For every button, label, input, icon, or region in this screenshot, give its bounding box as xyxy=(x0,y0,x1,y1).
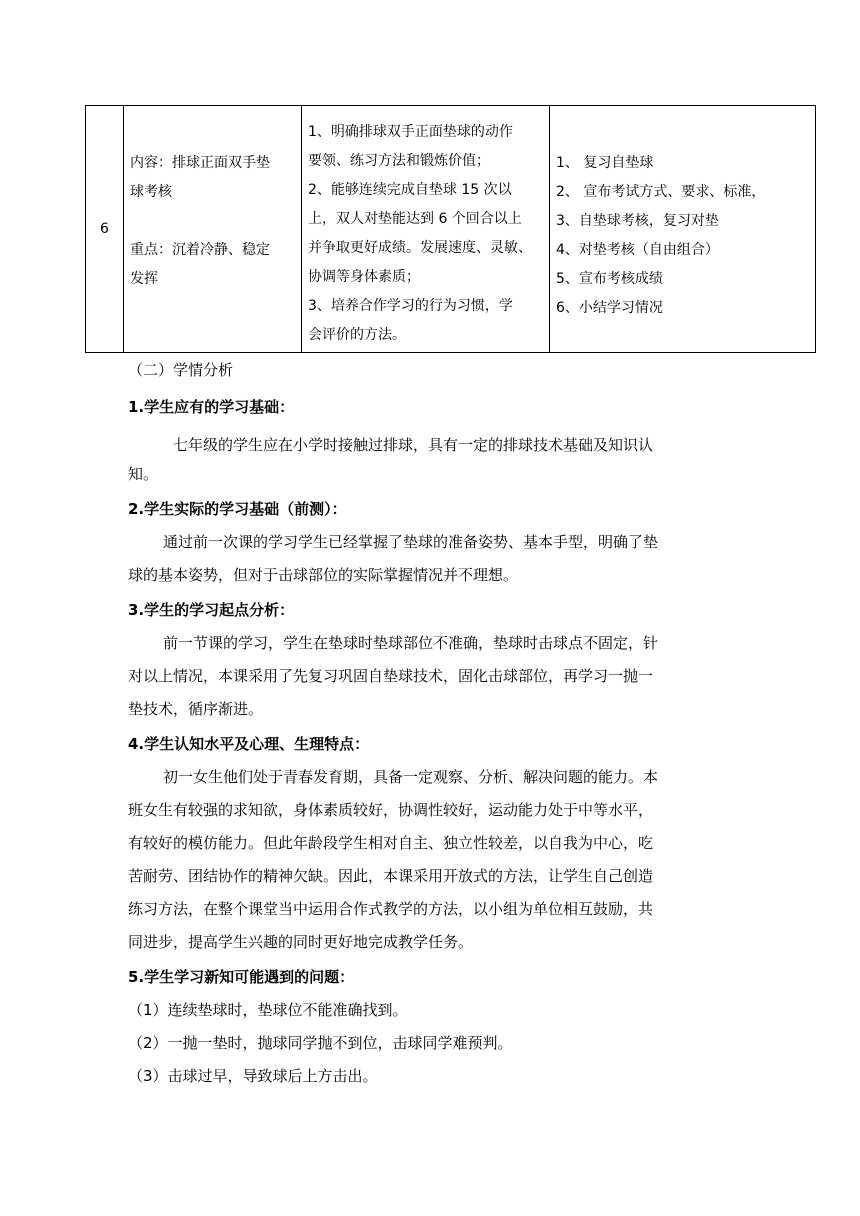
steps-cell xyxy=(550,106,816,353)
step-line: 1、 复习自垫球 xyxy=(556,155,654,171)
step-line: 3、自垫球考核，复习对垫 xyxy=(556,213,719,229)
paragraph-line: 前一节课的学习，学生在垫球时垫球部位不准确，垫球时击球点不固定，针 xyxy=(163,634,659,652)
paragraph-line: 初一女生他们处于青春发育期，具备一定观察、分析、解决问题的能力。本 xyxy=(163,768,659,786)
step-line: 5、宣布考核成绩 xyxy=(556,271,663,287)
lesson-number: 6 xyxy=(100,220,109,237)
paragraph-line: 苦耐劳、团结协作的精神欠缺。因此，本课采用开放式的方法，让学生自己创造 xyxy=(128,867,654,885)
problem-line: （3）击球过早，导致球后上方击出。 xyxy=(128,1067,378,1085)
goal-line: 上，双人对垫能达到 6 个回合以上 xyxy=(308,211,522,227)
paragraph-line: 七年级的学生应在小学时接触过排球，具有一定的排球技术基础及知识认 xyxy=(173,436,654,454)
paragraph-line: 班女生有较强的求知欲，身体素质较好，协调性较好，运动能力处于中等水平， xyxy=(128,801,654,819)
step-line: 6、小结学习情况 xyxy=(556,300,663,316)
key-point-line: 重点：沉着冷静、稳定 xyxy=(130,242,270,258)
item-heading: 1.学生应有的学习基础： xyxy=(128,398,295,416)
paragraph-line: 有较好的模仿能力。但此年龄段学生相对自主、独立性较差，以自我为中心，吃 xyxy=(128,834,654,852)
lesson-plan-table xyxy=(85,105,816,353)
paragraph-line: 球的基本姿势，但对于击球部位的实际掌握情况并不理想。 xyxy=(128,566,519,584)
item-heading: 2.学生实际的学习基础（前测）： xyxy=(128,500,347,518)
goal-line: 3、培养合作学习的行为习惯，学 xyxy=(308,298,513,314)
item-heading: 3.学生的学习起点分析： xyxy=(128,601,295,619)
step-line: 2、 宣布考试方式、要求、标准， xyxy=(556,184,766,200)
problem-line: （1）连续垫球时，垫球位不能准确找到。 xyxy=(128,1001,408,1019)
table-row xyxy=(86,106,816,353)
step-line: 4、对垫考核（自由组合） xyxy=(556,242,719,258)
goal-line: 1、明确排球双手正面垫球的动作 xyxy=(308,124,513,140)
content-line: 球考核 xyxy=(130,184,172,200)
goal-line: 并争取更好成绩。发展速度、灵敏、 xyxy=(308,240,532,256)
section-title: （二）学情分析 xyxy=(128,361,234,379)
item-heading: 5.学生学习新知可能遇到的问题： xyxy=(128,968,355,986)
key-point-line: 发挥 xyxy=(130,271,158,287)
paragraph-line: 练习方法，在整个课堂当中运用合作式教学的方法，以小组为单位相互鼓励，共 xyxy=(128,900,654,918)
paragraph-line: 知。 xyxy=(128,465,159,483)
item-heading: 4.学生认知水平及心理、生理特点： xyxy=(128,735,370,753)
paragraph-line: 同进步，提高学生兴趣的同时更好地完成教学任务。 xyxy=(128,933,474,951)
paragraph-line: 垫技术，循序渐进。 xyxy=(128,700,264,718)
content-cell xyxy=(124,106,302,353)
paragraph-line: 对以上情况，本课采用了先复习巩固自垫球技术，固化击球部位，再学习一抛一 xyxy=(128,667,654,685)
lesson-number-cell xyxy=(86,106,124,353)
goal-line: 2、能够连续完成自垫球 15 次以 xyxy=(308,182,512,198)
problem-line: （2）一抛一垫时，抛球同学抛不到位，击球同学难预判。 xyxy=(128,1034,513,1052)
content-line: 内容：排球正面双手垫 xyxy=(130,155,270,171)
goal-line: 会评价的方法。 xyxy=(308,327,406,343)
goal-line: 要领、练习方法和锻炼价值； xyxy=(308,153,490,169)
goals-cell xyxy=(302,106,550,353)
paragraph-line: 通过前一次课的学习学生已经掌握了垫球的准备姿势、基本手型，明确了垫 xyxy=(163,533,659,551)
goal-line: 协调等身体素质； xyxy=(308,269,420,285)
